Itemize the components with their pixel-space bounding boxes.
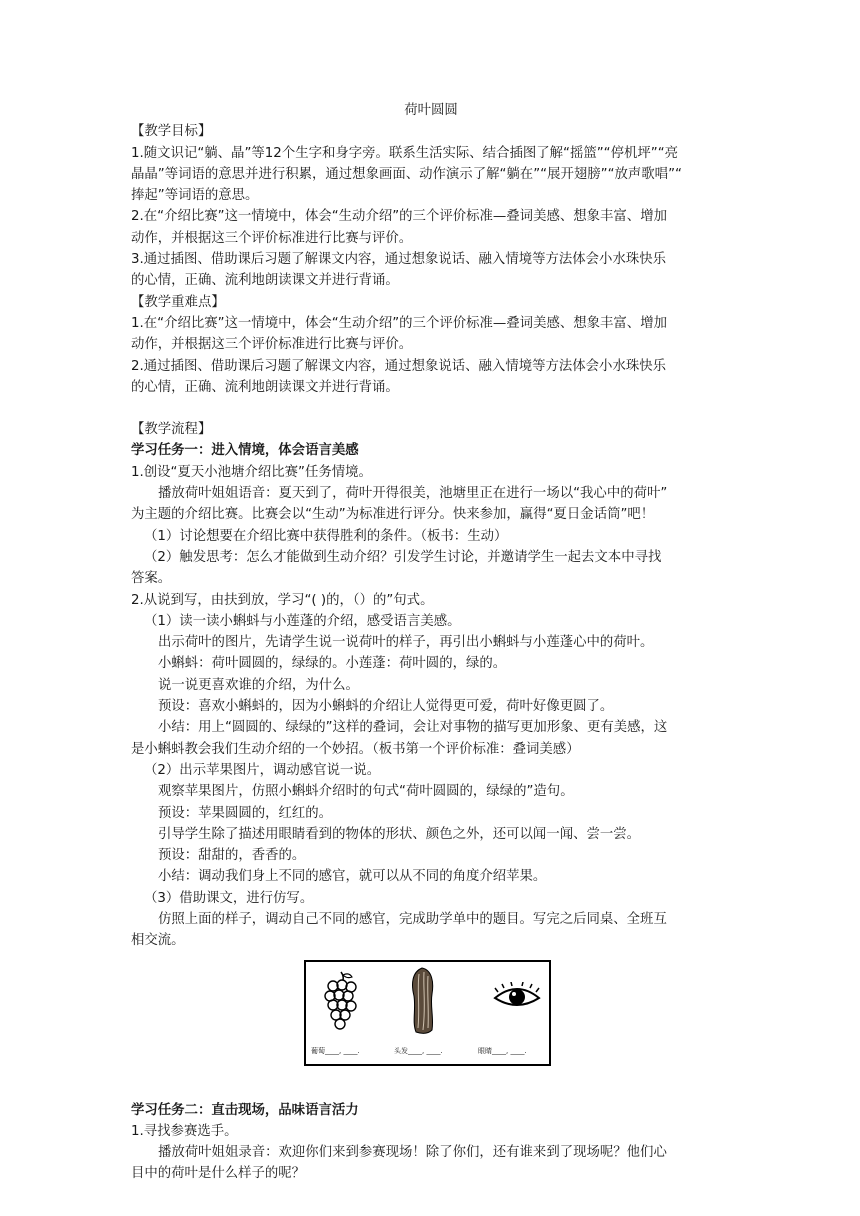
paragraph-line: 是小蝌蚪教会我们生动介绍的一个妙招。（板书第一个评价标准：叠词美感） bbox=[131, 741, 580, 757]
task1-title: 学习任务一：进入情境，体会语言美感 bbox=[131, 443, 359, 459]
key-points-line: 1.在“介绍比赛”这一情境中，体会“生动介绍”的三个评价标准—叠词美感、想象丰富、增加 bbox=[131, 315, 667, 331]
paragraph-line: 小蝌蚪：荷叶圆圆的，绿绿的。小莲蓬：荷叶圆的，绿的。 bbox=[158, 656, 507, 672]
objectives-line: 3.通过插图、借助课后习题了解课文内容，通过想象说话、融入情境等方法体会小水珠快乐 bbox=[131, 252, 667, 268]
paragraph-line: （3）借助课文，进行仿写。 bbox=[144, 890, 314, 906]
process-heading: 【教学流程】 bbox=[131, 422, 212, 438]
paragraph-line: 答案。 bbox=[131, 571, 172, 587]
paragraph-line: 预设：苹果圆圆的，红红的。 bbox=[158, 805, 333, 821]
key-points-line: 2.通过插图、借助课后习题了解课文内容，通过想象说话、融入情境等方法体会小水珠快乐 bbox=[131, 358, 667, 374]
document-title: 荷叶圆圆 bbox=[404, 103, 458, 118]
paragraph-line: 仿照上面的样子，调动自己不同的感官，完成助学单中的题目。写完之后同桌、全班互 bbox=[158, 911, 667, 927]
objectives-line: 晶晶”等词语的意思并进行积累，通过想象画面、动作演示了解“躺在”“展开翅膀”“放声歌唱”“ bbox=[131, 166, 682, 182]
paragraph-line: 小结：用上“圆圆的、绿绿的”这样的叠词，会让对事物的描写更加形象、更有美感，这 bbox=[158, 720, 668, 736]
hair-caption: 头发____, ____. bbox=[394, 1046, 443, 1055]
paragraph-line: 播放荷叶姐姐语音：夏天到了，荷叶开得很美，池塘里正在进行一场以“我心中的荷叶” bbox=[158, 486, 668, 502]
paragraph-line: 目中的荷叶是什么样子的呢？ bbox=[131, 1166, 306, 1182]
document-page bbox=[131, 100, 731, 1185]
objectives-heading: 【教学目标】 bbox=[131, 124, 212, 140]
paragraph-line: 1.创设“夏天小池塘介绍比赛”任务情境。 bbox=[131, 464, 372, 480]
paragraph-gap bbox=[131, 1066, 731, 1100]
objectives-line: 1.随文识记“躺、晶”等12个生字和身字旁。联系生活实际、结合插图了解“摇篮”“停机坪”“亮 bbox=[131, 145, 679, 161]
eye-icon bbox=[492, 982, 542, 1012]
paragraph-gap bbox=[131, 398, 731, 419]
paragraph-line: 相交流。 bbox=[131, 933, 185, 949]
paragraph-line: 引导学生除了描述用眼睛看到的物体的形状、颜色之外，还可以闻一闻、尝一尝。 bbox=[158, 826, 641, 842]
task2-body bbox=[131, 1121, 731, 1185]
paragraph-line: 出示荷叶的图片，先请学生说一说荷叶的样子，再引出小蝌蚪与小莲蓬心中的荷叶。 bbox=[158, 635, 654, 651]
objectives-list bbox=[131, 143, 731, 292]
objectives-line: 的心情，正确、流利地朗读课文并进行背诵。 bbox=[131, 273, 399, 289]
task1-body bbox=[131, 462, 731, 952]
key-points-line: 动作，并根据这三个评价标准进行比赛与评价。 bbox=[131, 337, 413, 353]
paragraph-line: 1.寻找参赛选手。 bbox=[131, 1123, 238, 1139]
paragraph-line: （2）触发思考：怎么才能做到生动介绍？引发学生讨论，并邀请学生一起去文本中寻找 bbox=[144, 549, 662, 565]
paragraph-line: 说一说更喜欢谁的介绍，为什么。 bbox=[158, 677, 359, 693]
paragraph-line: 观察苹果图片，仿照小蝌蚪介绍时的句式“荷叶圆圆的，绿绿的”造句。 bbox=[158, 784, 574, 800]
paragraph-line: 预设：甜甜的，香香的。 bbox=[158, 848, 306, 864]
objectives-line: 捧起”等词语的意思。 bbox=[131, 188, 259, 204]
key-points-line: 的心情，正确、流利地朗读课文并进行背诵。 bbox=[131, 379, 399, 395]
eye-caption: 眼睛____, ____. bbox=[478, 1046, 527, 1055]
key-points-heading: 【教学重难点】 bbox=[131, 294, 225, 310]
paragraph-line: 播放荷叶姐姐录音：欢迎你们来到参赛现场！除了你们，还有谁来到了现场呢？他们心 bbox=[158, 1145, 667, 1161]
writing-exercise-figure bbox=[304, 960, 551, 1066]
hair-icon bbox=[408, 966, 438, 1036]
objectives-line: 动作，并根据这三个评价标准进行比赛与评价。 bbox=[131, 230, 413, 246]
paragraph-line: 预设：喜欢小蝌蚪的，因为小蝌蚪的介绍让人觉得更可爱，荷叶好像更圆了。 bbox=[158, 699, 614, 715]
key-points-list bbox=[131, 313, 731, 398]
paragraph-line: （1）读一读小蝌蚪与小莲蓬的介绍，感受语言美感。 bbox=[144, 613, 461, 629]
task2-title: 学习任务二：直击现场，品味语言活力 bbox=[131, 1102, 359, 1118]
paragraph-line: （2）出示苹果图片，调动感官说一说。 bbox=[144, 762, 381, 778]
paragraph-line: 小结：调动我们身上不同的感官，就可以从不同的角度介绍苹果。 bbox=[158, 869, 547, 885]
objectives-line: 2.在“介绍比赛”这一情境中，体会“生动介绍”的三个评价标准—叠词美感、想象丰富、增加 bbox=[131, 209, 667, 225]
paragraph-line: 为主题的介绍比赛。比赛会以“生动”为标准进行评分。快来参加，赢得“夏日金话筒”吧！ bbox=[131, 507, 655, 523]
grapes-caption: 葡萄____, ____. bbox=[311, 1046, 360, 1055]
grapes-icon bbox=[324, 970, 358, 1032]
paragraph-line: （1）讨论想要在介绍比赛中获得胜利的条件。（板书：生动） bbox=[144, 528, 508, 544]
paragraph-line: 2.从说到写，由扶到放，学习“( )的，（）的”句式。 bbox=[131, 592, 434, 608]
